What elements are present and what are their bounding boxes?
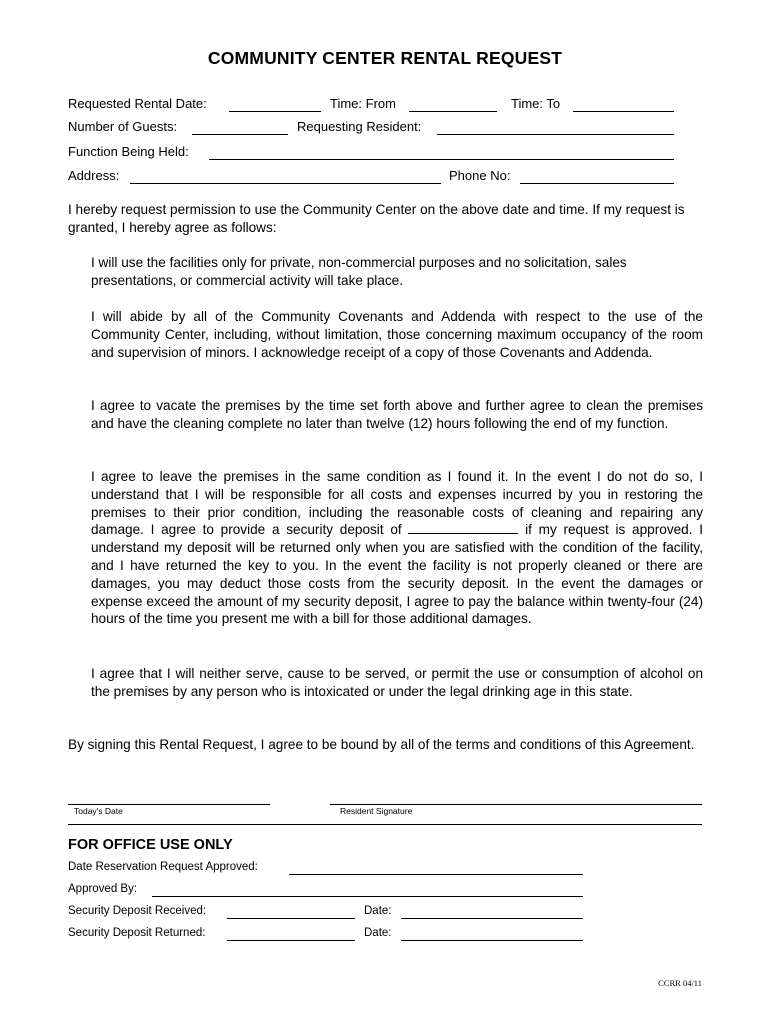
time-to-label: Time: To	[511, 96, 561, 111]
approved-date-label: Date Reservation Request Approved:	[68, 861, 258, 873]
clause-vacate: I agree to vacate the premises by the time set forth above and further agree to clean the premises and have the cleaning complete no later than twelve (12) hours following the end of my function.	[91, 398, 703, 431]
function-label: Function Being Held:	[68, 144, 189, 159]
form-title: COMMUNITY CENTER RENTAL REQUEST	[207, 48, 563, 68]
approved-by-label: Approved By:	[68, 883, 138, 895]
deposit-returned-date-label: Date:	[364, 927, 392, 939]
resident-field[interactable]	[437, 134, 674, 135]
security-deposit-amount-field[interactable]	[408, 523, 518, 534]
approved-by-field[interactable]	[152, 896, 583, 897]
approved-by-row	[68, 883, 588, 901]
address-row	[68, 168, 674, 188]
todays-date-line[interactable]	[68, 804, 270, 805]
clause-alcohol: I agree that I will neither serve, cause to be served, or permit the use or consumption of alcohol on the premises by any person who is intoxicated or under the legal drinking age in this state.	[91, 666, 703, 699]
todays-date-caption: Today's Date	[74, 806, 123, 816]
deposit-returned-label: Security Deposit Returned:	[68, 927, 206, 939]
clause-condition-text-1: I agree to leave the premises in the same condition as I found it. In the event I do not do so, I understand that I will be responsible for all costs and expenses incurred by you in restoring the premises to their prior condition, including the reasonable costs of cleaning and repairing any damage. I agree to provide a security deposit of	[91, 469, 703, 538]
deposit-received-row	[68, 905, 588, 923]
deposit-received-label: Security Deposit Received:	[68, 905, 207, 917]
deposit-returned-date-field[interactable]	[401, 940, 583, 941]
resident-signature-caption: Resident Signature	[340, 806, 413, 816]
resident-signature-line[interactable]	[330, 804, 702, 805]
office-use-title: FOR OFFICE USE ONLY	[68, 837, 233, 853]
approved-date-row	[68, 861, 588, 879]
form-code: CCRR 04/11	[658, 978, 702, 988]
phone-label: Phone No:	[449, 168, 511, 183]
deposit-received-field[interactable]	[227, 918, 355, 919]
guests-row	[68, 119, 674, 139]
clause-private-use: I will use the facilities only for private, non-commercial purposes and no solicitation, sales presentations, or commercial activity will take place.	[91, 255, 627, 288]
closing-paragraph: By signing this Rental Request, I agree to be bound by all of the terms and conditions of this Agreement.	[68, 737, 695, 752]
time-from-field[interactable]	[409, 111, 497, 112]
address-label: Address:	[68, 168, 120, 183]
intro-paragraph: I hereby request permission to use the Community Center on the above date and time. If my request is granted, I hereby agree as follows:	[68, 202, 685, 235]
resident-label: Requesting Resident:	[297, 119, 422, 134]
deposit-returned-field[interactable]	[227, 940, 355, 941]
clause-condition	[91, 468, 703, 628]
function-field[interactable]	[209, 159, 674, 160]
function-row	[68, 144, 674, 164]
deposit-received-date-label: Date:	[364, 905, 392, 917]
guests-field[interactable]	[192, 134, 288, 135]
rental-date-row	[68, 96, 674, 116]
deposit-returned-row	[68, 927, 588, 945]
rental-date-label: Requested Rental Date:	[68, 96, 207, 111]
clause-condition-text-2: if my request is approved. I understand my deposit will be returned only when you are satisfied with the condition of the facility, and I have returned the key to you. In the event the facility is not properly cleaned or there are damages, you may deduct those costs from the security deposit. In the event the damages or expense exceed the amount of my security deposit, I agree to pay the balance within twenty-four (24) hours of the time you present me with a bill for those additional damages.	[91, 522, 704, 627]
clause-covenants: I will abide by all of the Community Covenants and Addenda with respect to the use of the Community Center, including, without limitation, those concerning maximum occupancy of the room and supervision of minors. I acknowledge receipt of a copy of those Covenants and Addenda.	[91, 309, 703, 360]
rental-date-field[interactable]	[229, 111, 321, 112]
deposit-received-date-field[interactable]	[401, 918, 583, 919]
phone-field[interactable]	[520, 183, 674, 184]
guests-label: Number of Guests:	[68, 119, 178, 134]
section-divider	[68, 824, 702, 825]
address-field[interactable]	[130, 183, 441, 184]
approved-date-field[interactable]	[289, 874, 583, 875]
time-from-label: Time: From	[330, 96, 396, 111]
time-to-field[interactable]	[573, 111, 674, 112]
